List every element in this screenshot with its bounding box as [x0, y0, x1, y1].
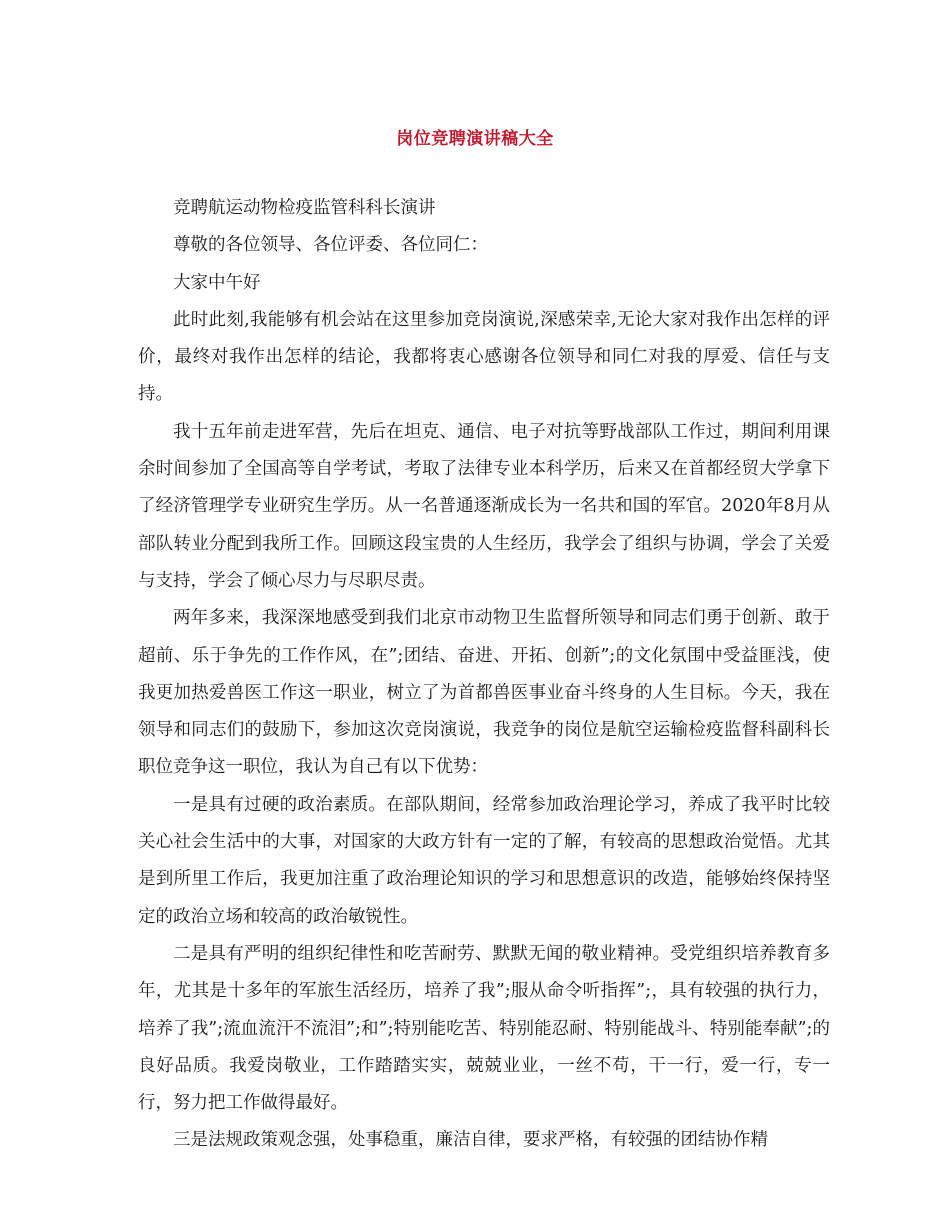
paragraph-advantage-3: 三是法规政策观念强，处事稳重，廉洁自律，要求严格，有较强的团结协作精: [173, 1130, 768, 1151]
document-body: [138, 190, 830, 1160]
speech-subtitle: 竞聘航运动物检疫监管科科长演讲: [173, 198, 436, 218]
paragraph-experience: 两年多来，我深深地感受到我们北京市动物卫生监督所领导和同志们勇于创新、敢于超前、乐于争先的工作作风，在”;团结、奋进、开拓、创新”;的文化氛围中受益匪浅，使我更加热爱兽医工作这一职业，树立了为首都兽医事业奋斗终身的人生目标。今天，我在领导和同志们的鼓励下，参加这次竞岗演说，我竞争的岗位是航空运输检疫监督科副科长职位竞争这一职位，我认为自己有以下优势：: [138, 608, 830, 778]
greeting: 大家中午好: [173, 272, 261, 293]
paragraph-background: 我十五年前走进军营，先后在坦克、通信、电子对抗等野战部队工作过，期间利用课余时间参加了全国高等自学考试，考取了法律专业本科学历，后来又在首都经贸大学拿下了经济管理学专业研究生学历。从一名普通逐渐成长为一名共和国的军官。2020年8月从部队转业分配到我所工作。回顾这段宝贵的人生经历，我学会了组织与协调，学会了关爱与支持，学会了倾心尽力与尽职尽责。: [138, 421, 830, 591]
document-title: 岗位竞聘演讲稿大全: [396, 129, 554, 149]
paragraph-advantage-2: 二是具有严明的组织纪律性和吃苦耐劳、默默无闻的敬业精神。受党组织培养教育多年，尤其是十多年的军旅生活经历，培养了我”;服从命令听指挥”;，具有较强的执行力，培养了我”;流血流汗不流泪”;和”;特别能吃苦、特别能忍耐、特别能战斗、特别能奉献”;的良好品质。我爱岗敬业，工作踏踏实实，兢兢业业，一丝不苟，干一行，爱一行，专一行，努力把工作做得最好。: [138, 943, 830, 1114]
salutation: 尊敬的各位领导、各位评委、各位同仁：: [173, 235, 488, 256]
paragraph-advantage-1: 一是具有过硬的政治素质。在部队期间，经常参加政治理论学习，养成了我平时比较关心社会生活中的大事，对国家的大政方针有一定的了解，有较高的思想政治觉悟。尤其是到所里工作后，我更加注重了政治理论知识的学习和思想意识的改造，能够始终保持坚定的政治立场和较高的政治敏锐性。: [138, 794, 830, 927]
paragraph-intro: 此时此刻,我能够有机会站在这里参加竞岗演说,深感荣幸,无论大家对我作出怎样的评价，最终对我作出怎样的结论，我都将衷心感谢各位领导和同仁对我的厚爱、信任与支持。: [138, 309, 830, 405]
